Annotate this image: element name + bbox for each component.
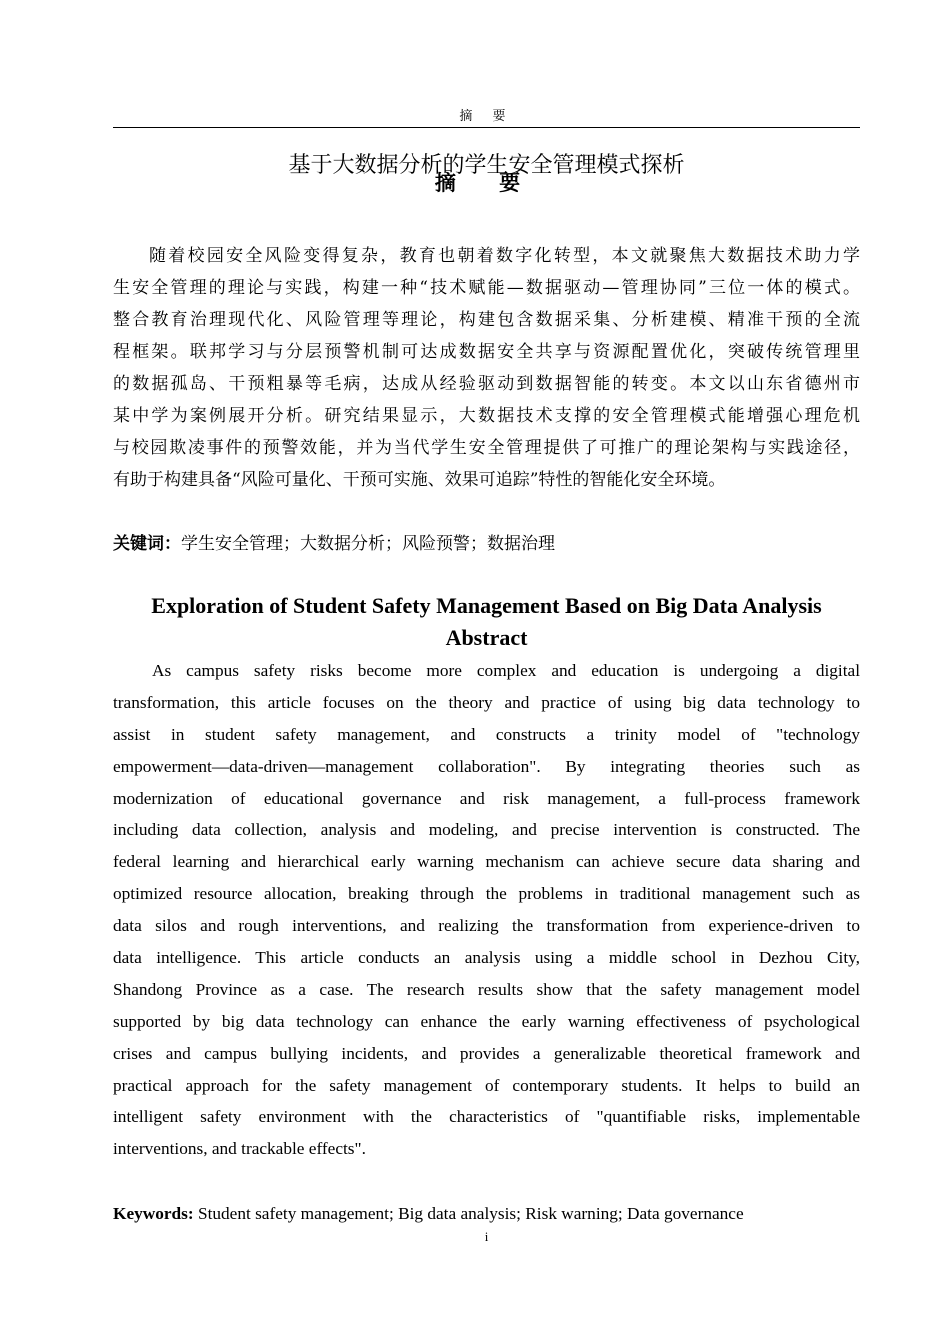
english-abstract-line: interventions, and trackable effects". (113, 1139, 366, 1159)
chinese-keywords-label: 关键词： (113, 534, 181, 554)
english-abstract-body (113, 655, 860, 1165)
chinese-abstract-line: 的数据孤岛、干预粗暴等毛病，达成从经验驱动到数据智能的转变。本文以山东省德州市 (113, 374, 860, 394)
english-abstract-line: supported by big data technology can enhance the early warning effectiveness of psychological (113, 1011, 860, 1031)
english-abstract-line: including data collection, analysis and modeling, and precise intervention is constructed. The (113, 820, 860, 840)
english-abstract-line: crises and campus bullying incidents, and provides a generalizable theoretical framework and (113, 1043, 860, 1063)
chinese-abstract-line: 与校园欺凌事件的预警效能，并为当代学生安全管理提供了可推广的理论架构与实践途径， (113, 438, 860, 458)
chinese-abstract-heading: 摘 要 (434, 171, 539, 195)
chinese-keywords (113, 528, 860, 560)
english-keywords-text: Student safety management; Big data analysis; Risk warning; Data governance (193, 1204, 744, 1223)
english-abstract-line: federal learning and hierarchical early warning mechanism can achieve secure data sharing and (113, 852, 860, 872)
page-number: i (484, 1229, 489, 1244)
english-abstract-line: practical approach for the safety management of contemporary students. It helps to build an (113, 1075, 860, 1095)
english-abstract-line: transformation, this article focuses on the theory and practice of using big data technology to (113, 692, 860, 712)
english-abstract-line: empowerment—data-driven—management collaboration". By integrating theories such as (113, 756, 860, 776)
chinese-title: 基于大数据分析的学生安全管理模式探析 (288, 153, 685, 178)
english-abstract-line: data intelligence. This article conducts an analysis using a middle school in Dezhou City, (113, 948, 860, 968)
chinese-abstract-line: 随着校园安全风险变得复杂，教育也朝着数字化转型，本文就聚焦大数据技术助力学 (149, 246, 860, 266)
chinese-abstract-line: 有助于构建具备“风险可量化、干预可实施、效果可追踪”特性的智能化安全环境。 (113, 470, 726, 490)
header-rule (113, 127, 860, 128)
english-keywords (113, 1198, 860, 1230)
english-abstract-line: intelligent safety environment with the characteristics of "quantifiable risks, implementable (113, 1107, 860, 1127)
chinese-keywords-text: 学生安全管理；大数据分析；风险预警；数据治理 (181, 534, 555, 554)
english-abstract-line: modernization of educational governance and risk management, a full-process framework (113, 788, 860, 808)
english-title: Exploration of Student Safety Management Based on Big Data Analysis (151, 593, 822, 618)
english-abstract-line: optimized resource allocation, breaking through the problems in traditional management such as (113, 884, 860, 904)
chinese-abstract-body (113, 240, 860, 496)
chinese-abstract-line: 生安全管理的理论与实践，构建一种“技术赋能—数据驱动—管理协同”三位一体的模式。 (113, 278, 860, 298)
chinese-abstract-line: 某中学为案例展开分析。研究结果显示，大数据技术支撑的安全管理模式能增强心理危机 (113, 406, 860, 426)
running-header: 摘 要 (459, 109, 514, 124)
english-abstract-heading: Abstract (445, 625, 528, 650)
chinese-abstract-line: 程框架。联邦学习与分层预警机制可达成数据安全共享与资源配置优化，突破传统管理里 (113, 342, 860, 362)
english-keywords-label: Keywords: (113, 1204, 194, 1223)
english-abstract-line: data silos and rough interventions, and realizing the transformation from experience-driven to (113, 916, 860, 936)
chinese-abstract-line: 整合教育治理现代化、风险管理等理论，构建包含数据采集、分析建模、精准干预的全流 (113, 310, 860, 330)
english-abstract-line: Shandong Province as a case. The research results show that the safety management model (113, 979, 860, 999)
english-abstract-line: assist in student safety management, and constructs a trinity model of "technology (113, 724, 860, 744)
english-abstract-line: As campus safety risks become more complex and education is undergoing a digital (152, 661, 860, 680)
